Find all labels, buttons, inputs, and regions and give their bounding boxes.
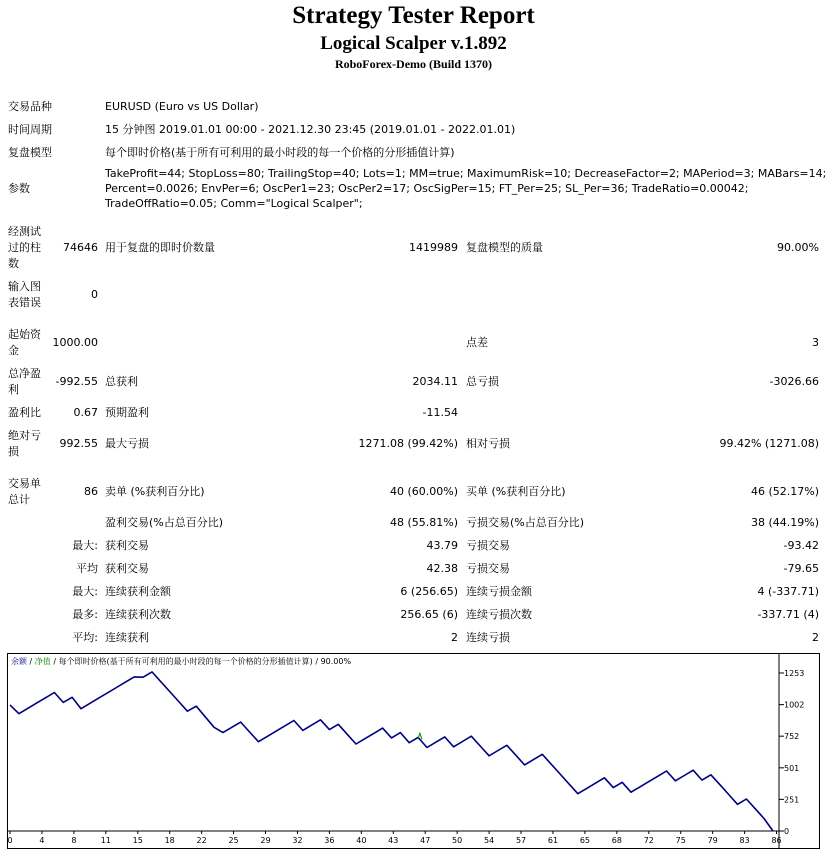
most-label: 最多:: [72, 608, 98, 621]
server-name: RoboForex-Demo (Build 1370): [334, 57, 493, 71]
x-tick-label: 25: [228, 836, 239, 845]
max-dd-label: 最大亏损: [105, 437, 149, 450]
x-tick-label: 18: [164, 836, 175, 845]
params-line-2: Percent=0.0026; EnvPer=6; OscPer1=23; OscPer2=17; OscSigPer=15; FT_Per=25; SL_Per=36; TradeRatio=0.00042;: [105, 182, 749, 195]
long-value: 46 (52.17%): [750, 485, 819, 498]
legend-rest: / 每个即时价格(基于所有可利用的最小时段的每一个价格的分形插值计算) / 90.00%: [50, 657, 352, 666]
x-tick-label: 57: [515, 836, 527, 845]
payoff-label: 预期盈利: [105, 406, 149, 419]
max-cons-win-value: 6 (256.65): [400, 585, 458, 598]
bars-value: 74646: [63, 241, 98, 254]
max-cons-win-label: 连续获利金额: [105, 585, 171, 598]
x-tick-label: 29: [260, 836, 271, 845]
abs-dd-value: 992.55: [59, 437, 98, 450]
x-tick-label: 79: [707, 836, 718, 845]
errors-label: 输入图表错误: [8, 280, 41, 309]
max-label: 最大:: [72, 585, 98, 598]
short-label: 卖单 (%获利百分比): [105, 485, 205, 498]
y-tick-label: 1002: [784, 700, 805, 710]
avg-win-value: 42.38: [426, 562, 458, 575]
quality-label: 复盘模型的质量: [466, 241, 543, 254]
x-tick-label: 72: [643, 836, 654, 845]
rel-dd-label: 相对亏损: [466, 437, 510, 450]
avg-cons-loss-value: 2: [812, 631, 819, 644]
x-tick-label: 36: [324, 836, 335, 845]
largest-loss-label: 亏损交易: [466, 539, 510, 552]
x-tick-label: 43: [388, 836, 399, 845]
x-tick-label: 4: [39, 836, 45, 845]
avg-cons-loss-label: 连续亏损: [466, 631, 510, 644]
most-cons-win-label: 连续获利次数: [105, 608, 171, 621]
loss-value: 38 (44.19%): [750, 516, 819, 529]
legend-equity: 净值: [34, 657, 51, 666]
x-tick-label: 61: [547, 836, 559, 845]
y-tick-label: 752: [784, 732, 800, 742]
largest-label: 最大:: [72, 539, 98, 552]
report-title: Strategy Tester Report: [292, 2, 535, 29]
x-tick-label: 75: [675, 836, 686, 845]
model-label: 复盘模型: [8, 146, 52, 159]
y-tick-label: 0: [784, 827, 790, 836]
params-line-1: TakeProfit=44; StopLoss=80; TrailingStop=40; Lots=1; MM=true; MaximumRisk=10; DecreaseFactor=2; MAPeriod=3; MABars=14;: [105, 167, 827, 180]
average-label: 平均: [76, 562, 98, 575]
largest-loss-value: -93.42: [783, 539, 819, 552]
x-tick-label: 8: [71, 836, 77, 845]
gross-loss-value: -3026.66: [769, 375, 819, 388]
quality-value: 90.00%: [777, 241, 819, 254]
payoff-value: -11.54: [422, 406, 458, 419]
params-label: 参数: [8, 182, 30, 195]
avg-loss-value: -79.65: [783, 562, 819, 575]
abs-dd-label: 绝对亏损: [8, 429, 41, 458]
avg-cons-win-value: 2: [451, 631, 458, 644]
x-tick-label: 15: [132, 836, 143, 845]
x-tick-label: 32: [292, 836, 303, 845]
spread-label: 点差: [466, 336, 488, 349]
short-value: 40 (60.00%): [389, 485, 458, 498]
legend-sep: /: [27, 657, 35, 666]
legend-balance: 余额: [11, 657, 27, 666]
avg2-label: 平均:: [72, 631, 98, 644]
balance-chart: [7, 653, 820, 849]
avg-loss-label: 亏损交易: [466, 562, 510, 575]
max-dd-value: 1271.08 (99.42%): [358, 437, 458, 450]
x-tick-label: 47: [420, 836, 431, 845]
pf-label: 盈利比: [8, 406, 41, 419]
trades-label: 交易单总计: [8, 477, 41, 506]
most-cons-win-value: 256.65 (6): [400, 608, 458, 621]
net-label: 总净盈利: [8, 367, 41, 396]
most-cons-loss-label: 连续亏损次数: [466, 608, 532, 621]
largest-win-value: 43.79: [426, 539, 458, 552]
chart-legend: [11, 656, 351, 666]
period-label: 时间周期: [8, 123, 52, 136]
deposit-label: 起始资金: [8, 328, 41, 357]
loss-label: 亏损交易(%占总百分比): [466, 516, 585, 529]
symbol-label: 交易品种: [8, 100, 52, 113]
x-tick-label: 83: [739, 836, 750, 845]
x-tick-label: 50: [452, 836, 463, 845]
avg-win-label: 获利交易: [105, 562, 149, 575]
max-cons-loss-value: 4 (-337.71): [757, 585, 819, 598]
x-tick-label: 65: [579, 836, 591, 845]
y-tick-label: 501: [784, 763, 800, 773]
max-cons-loss-label: 连续亏损金额: [466, 585, 532, 598]
x-tick-label: 22: [196, 836, 207, 845]
gross-profit-value: 2034.11: [412, 375, 458, 388]
x-tick-label: 54: [483, 836, 495, 845]
chart-frame: [8, 654, 820, 849]
pf-value: 0.67: [73, 406, 98, 419]
expert-name: Logical Scalper v.1.892: [320, 33, 507, 54]
spread-value: 3: [812, 336, 819, 349]
avg-cons-win-label: 连续获利: [105, 631, 149, 644]
gross-profit-label: 总获利: [105, 375, 138, 388]
most-cons-loss-value: -337.71 (4): [757, 608, 819, 621]
model-value: 每个即时价格(基于所有可利用的最小时段的每一个价格的分形插值计算): [105, 146, 455, 159]
gross-loss-label: 总亏损: [466, 375, 499, 388]
trades-value: 86: [84, 485, 98, 498]
y-tick-label: 251: [784, 795, 800, 805]
net-value: -992.55: [55, 375, 98, 388]
long-label: 买单 (%获利百分比): [466, 485, 566, 498]
symbol-value: EURUSD (Euro vs US Dollar): [105, 100, 259, 113]
win-label: 盈利交易(%占总百分比): [105, 516, 224, 529]
x-tick-label: 40: [356, 836, 367, 845]
win-value: 48 (55.81%): [389, 516, 458, 529]
ticks-value: 1419989: [409, 241, 458, 254]
x-tick-label: 86: [771, 836, 782, 845]
y-tick-label: 1253: [784, 669, 805, 678]
deposit-value: 1000.00: [52, 336, 98, 349]
ticks-label: 用于复盘的即时价数量: [105, 241, 215, 254]
errors-value: 0: [91, 288, 98, 301]
x-tick-label: 0: [7, 836, 13, 845]
x-tick-label: 68: [611, 836, 622, 845]
rel-dd-value: 99.42% (1271.08): [719, 437, 819, 450]
period-value: 15 分钟图 2019.01.01 00:00 - 2021.12.30 23:45 (2019.01.01 - 2022.01.01): [105, 123, 516, 136]
x-tick-label: 11: [100, 836, 111, 845]
largest-win-label: 获利交易: [105, 539, 149, 552]
params-line-3: TradeOffRatio=0.05; Comm="Logical Scalper";: [105, 197, 363, 210]
bars-label: 经测试过的柱数: [8, 225, 41, 270]
